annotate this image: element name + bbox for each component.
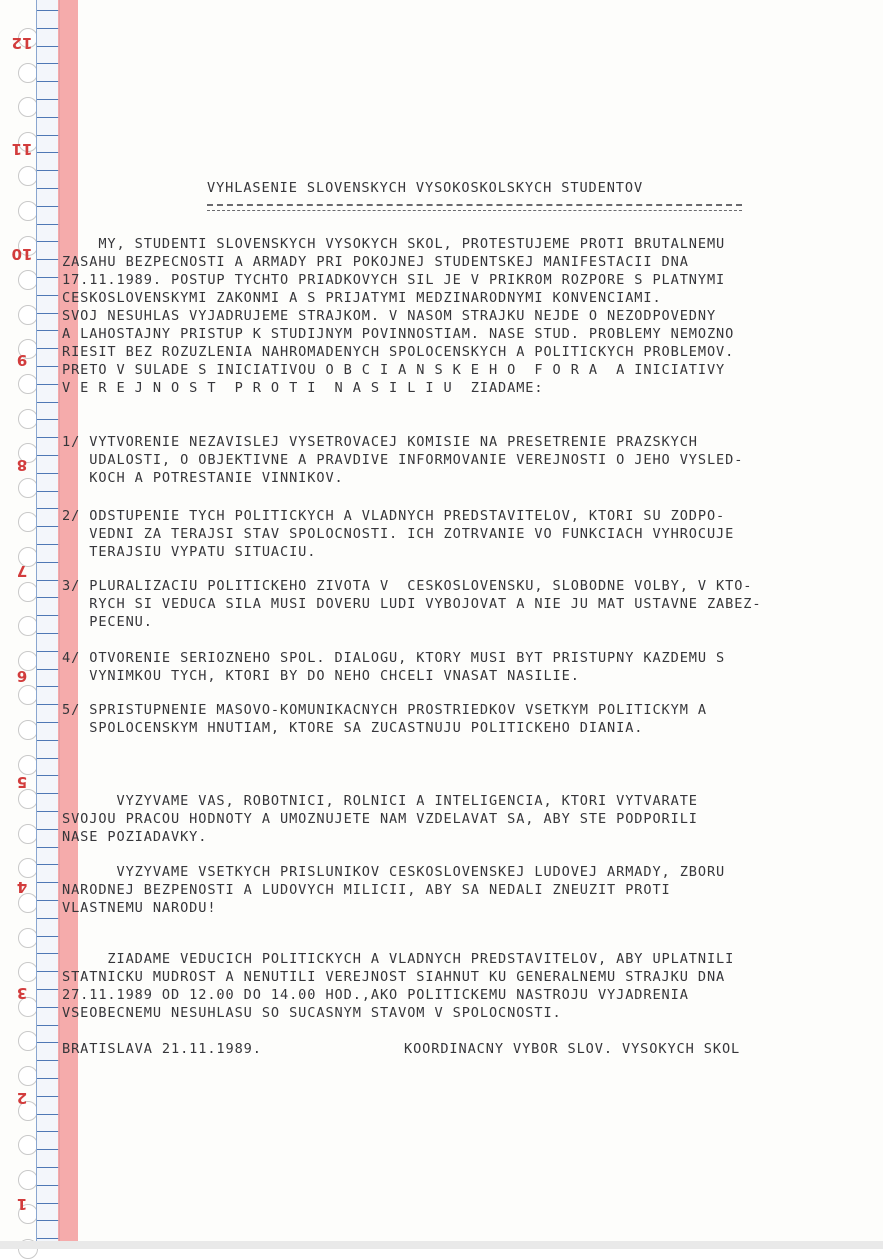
demand-line: TERAJSIU VYPATU SITUACIU. [62,544,317,560]
ruler-tick [37,864,59,865]
intro-line: V E R E J N O S T P R O T I N A S I L I U ZIADAME: [62,380,544,396]
ruler-tick [37,277,59,278]
perforation-hole [18,893,38,913]
ruler-tick [37,740,59,741]
perforation-hole [18,409,38,429]
ruler-tick [37,918,59,919]
ruler-tick [37,1149,59,1150]
ruler-tick [37,811,59,812]
ruler-tick [37,152,59,153]
ruler-tick [37,224,59,225]
demand-line: 2/ ODSTUPENIE TYCH POLITICKYCH A VLADNYCH PREDSTAVITELOV, KTORI SU ZODPO- [62,508,726,524]
perforation-hole [18,201,38,221]
ruler-tick [37,1131,59,1132]
ruler-inch-mark: 9 [16,351,28,369]
ruler-tick [37,1078,59,1079]
perforation-hole [18,858,38,878]
ruler-inch-mark: 10 [11,245,33,263]
ruler-tick [37,953,59,954]
ruler-tick [37,1007,59,1008]
perforation-hole [18,166,38,186]
perforation-hole [18,755,38,775]
ruler-tick [37,936,59,937]
document-title: VYHLASENIE SLOVENSKYCH VYSOKOSKOLSKYCH STUDENTOV [207,180,644,196]
place-date: BRATISLAVA 21.11.1989. [62,1041,262,1057]
ruler-tick [37,348,59,349]
ruler-tick [37,437,59,438]
ruler-tick [37,46,59,47]
intro-line: SVOJ NESUHLAS VYJADRUJEME STRAJKOM. V NASOM STRAJKU NEJDE O NEZODPOVEDNY [62,308,717,324]
appeal-line: VSEOBECNEMU NESUHLASU SO SUCASNYM STAVOM V SPOLOCNOSTI. [62,1005,562,1021]
ruler-tick [37,669,59,670]
ruler-inch-mark: 8 [16,456,28,474]
ruler-tick [37,1025,59,1026]
ruler-tick [37,633,59,634]
perforation-hole [18,374,38,394]
demand-line: 4/ OTVORENIE SERIOZNEHO SPOL. DIALOGU, KTORY MUSI BYT PRISTUPNY KAZDEMU S [62,650,726,666]
demand-line: KOCH A POTRESTANIE VINNIKOV. [62,470,344,486]
appeal-line: ZIADAME VEDUCICH POLITICKYCH A VLADNYCH PREDSTAVITELOV, ABY UPLATNILI [62,951,735,967]
intro-line: CESKOSLOVENSKYMI ZAKONMI A S PRIJATYMI MEDZINARODNYMI KONVENCIAMI. [62,290,662,306]
appeal-line: SVOJOU PRACOU HODNOTY A UMOZNUJETE NAM VZDELAVAT SA, ABY STE PODPORILI [62,811,698,827]
intro-line: A LAHOSTAJNY PRISTUP K STUDIJNYM POVINNOSTIAM. NASE STUD. PROBLEMY NEMOZNO [62,326,735,342]
ruler-tick [37,295,59,296]
ruler-tick [37,117,59,118]
page-ruler [36,0,60,1249]
ruler-tick [37,615,59,616]
perforation-hole [18,305,38,325]
ruler-inch-mark: 1 [16,1195,28,1213]
ruler-tick [37,170,59,171]
ruler-tick [37,1185,59,1186]
ruler-tick [37,384,59,385]
perforation-hole [18,270,38,290]
ruler-tick [37,81,59,82]
ruler-tick [37,847,59,848]
demand-line: VEDNI ZA TERAJSI STAV SPOLOCNOSTI. ICH ZOTRVANIE VO FUNKCIACH VYHROCUJE [62,526,735,542]
demand-line: VYNIMKOU TYCH, KTORI BY DO NEHO CHCELI VNASAT NASILIE. [62,668,580,684]
ruler-tick [37,829,59,830]
ruler-inch-mark: 6 [16,667,28,685]
ruler-tick [37,1060,59,1061]
page-bottom-edge [0,1241,883,1249]
perforation-holes [0,0,36,1249]
demand-line: SPOLOCENSKYM HNUTIAM, KTORE SA ZUCASTNUJU POLITICKEHO DIANIA. [62,720,644,736]
ruler-tick [37,259,59,260]
ruler-tick [37,562,59,563]
ruler-tick [37,686,59,687]
demand-line: UDALOSTI, O OBJEKTIVNE A PRAVDIVE INFORMOVANIE VEREJNOSTI O JEHO VYSLED- [62,452,744,468]
appeal-line: NARODNEJ BEZPENOSTI A LUDOVYCH MILICII, ABY SA NEDALI ZNEUZIT PROTI [62,882,671,898]
ruler-tick [37,775,59,776]
ruler-tick [37,1096,59,1097]
appeal-line: 27.11.1989 OD 12.00 DO 14.00 HOD.,AKO POLITICKEMU NASTROJU VYJADRENIA [62,987,689,1003]
ruler-inch-mark: 3 [16,984,28,1002]
intro-line: RIESIT BEZ ROZUZLENIA NAHROMADENYCH SPOLOCENSKYCH A POLITICKYCH PROBLEMOV. [62,344,735,360]
signature: KOORDINACNY VYBOR SLOV. VYSOKYCH SKOL [404,1041,741,1057]
intro-line: ZASAHU BEZPECNOSTI A ARMADY PRI POKOJNEJ STUDENTSKEJ MANIFESTACII DNA [62,254,689,270]
perforation-hole [18,97,38,117]
ruler-tick [37,882,59,883]
perforation-hole [18,1066,38,1086]
ruler-tick [37,10,59,11]
ruler-tick [37,793,59,794]
perforation-hole [18,582,38,602]
ruler-tick [37,508,59,509]
demand-line: 3/ PLURALIZACIU POLITICKEHO ZIVOTA V CESKOSLOVENSKU, SLOBODNE VOLBY, V KTO- [62,578,753,594]
ruler-tick [37,989,59,990]
ruler-tick [37,491,59,492]
demand-line: 1/ VYTVORENIE NEZAVISLEJ VYSETROVACEJ KOMISIE NA PRESETRENIE PRAZSKYCH [62,434,698,450]
ruler-tick [37,1042,59,1043]
appeal-line: STATNICKU MUDROST A NENUTILI VEREJNOST SIAHNUT KU GENERALNEMU STRAJKU DNA [62,969,726,985]
ruler-tick [37,1238,59,1239]
intro-line: 17.11.1989. POSTUP TYCHTO PRIADKOVYCH SIL JE V PRIKROM ROZPORE S PLATNYMI [62,272,726,288]
ruler-tick [37,758,59,759]
ruler-tick [37,241,59,242]
ruler-tick [37,526,59,527]
demand-line: 5/ SPRISTUPNENIE MASOVO-KOMUNIKACNYCH PROSTRIEDKOV VSETKYM POLITICKYM A [62,702,707,718]
ruler-tick [37,544,59,545]
perforation-hole [18,928,38,948]
ruler-tick [37,1203,59,1204]
appeal-line: VYZYVAME VAS, ROBOTNICI, ROLNICI A INTELIGENCIA, KTORI VYTVARATE [62,793,698,809]
ruler-tick [37,597,59,598]
perforation-hole [18,685,38,705]
ruler-tick [37,366,59,367]
ruler-tick [37,330,59,331]
ruler-tick [37,1167,59,1168]
title-underline [207,204,742,211]
ruler-tick [37,971,59,972]
ruler-tick [37,313,59,314]
appeal-line: NASE POZIADAVKY. [62,829,208,845]
appeal-line: VYZYVAME VSETKYCH PRISLUNIKOV CESKOSLOVENSKEJ LUDOVEJ ARMADY, ZBORU [62,864,726,880]
perforation-hole [18,824,38,844]
ruler-tick [37,1220,59,1221]
ruler-tick [37,580,59,581]
demand-line: PECENU. [62,614,153,630]
ruler-inch-mark: 2 [16,1089,28,1107]
perforation-hole [18,720,38,740]
ruler-tick [37,473,59,474]
appeal-line: VLASTNEMU NARODU! [62,900,217,916]
perforation-hole [18,512,38,532]
intro-line: MY, STUDENTI SLOVENSKYCH VYSOKYCH SKOL, PROTESTUJEME PROTI BRUTALNEMU [62,236,726,252]
ruler-tick [37,1114,59,1115]
ruler-tick [37,99,59,100]
perforation-hole [18,63,38,83]
ruler-inch-mark: 5 [16,773,28,791]
demand-line: RYCH SI VEDUCA SILA MUSI DOVERU LUDI VYBOJOVAT A NIE JU MAT USTAVNE ZABEZ- [62,596,762,612]
perforation-hole [18,616,38,636]
perforation-hole [18,1031,38,1051]
perforation-hole [18,1170,38,1190]
ruler-inch-mark: 4 [16,878,28,896]
ruler-tick [37,28,59,29]
ruler-inch-mark: 12 [11,34,33,52]
ruler-tick [37,135,59,136]
perforation-hole [18,1135,38,1155]
intro-line: PRETO V SULADE S INICIATIVOU O B C I A N S K E H O F O R A A INICIATIVY [62,362,726,378]
ruler-inch-mark: 7 [16,562,28,580]
perforation-hole [18,789,38,809]
ruler-tick [37,704,59,705]
perforation-hole [18,478,38,498]
ruler-tick [37,455,59,456]
ruler-tick [37,722,59,723]
perforation-hole [18,962,38,982]
ruler-tick [37,651,59,652]
ruler-tick [37,419,59,420]
ruler-tick [37,188,59,189]
ruler-tick [37,900,59,901]
ruler-tick [37,206,59,207]
ruler-tick [37,402,59,403]
ruler-inch-mark: 11 [11,140,33,158]
ruler-tick [37,63,59,64]
